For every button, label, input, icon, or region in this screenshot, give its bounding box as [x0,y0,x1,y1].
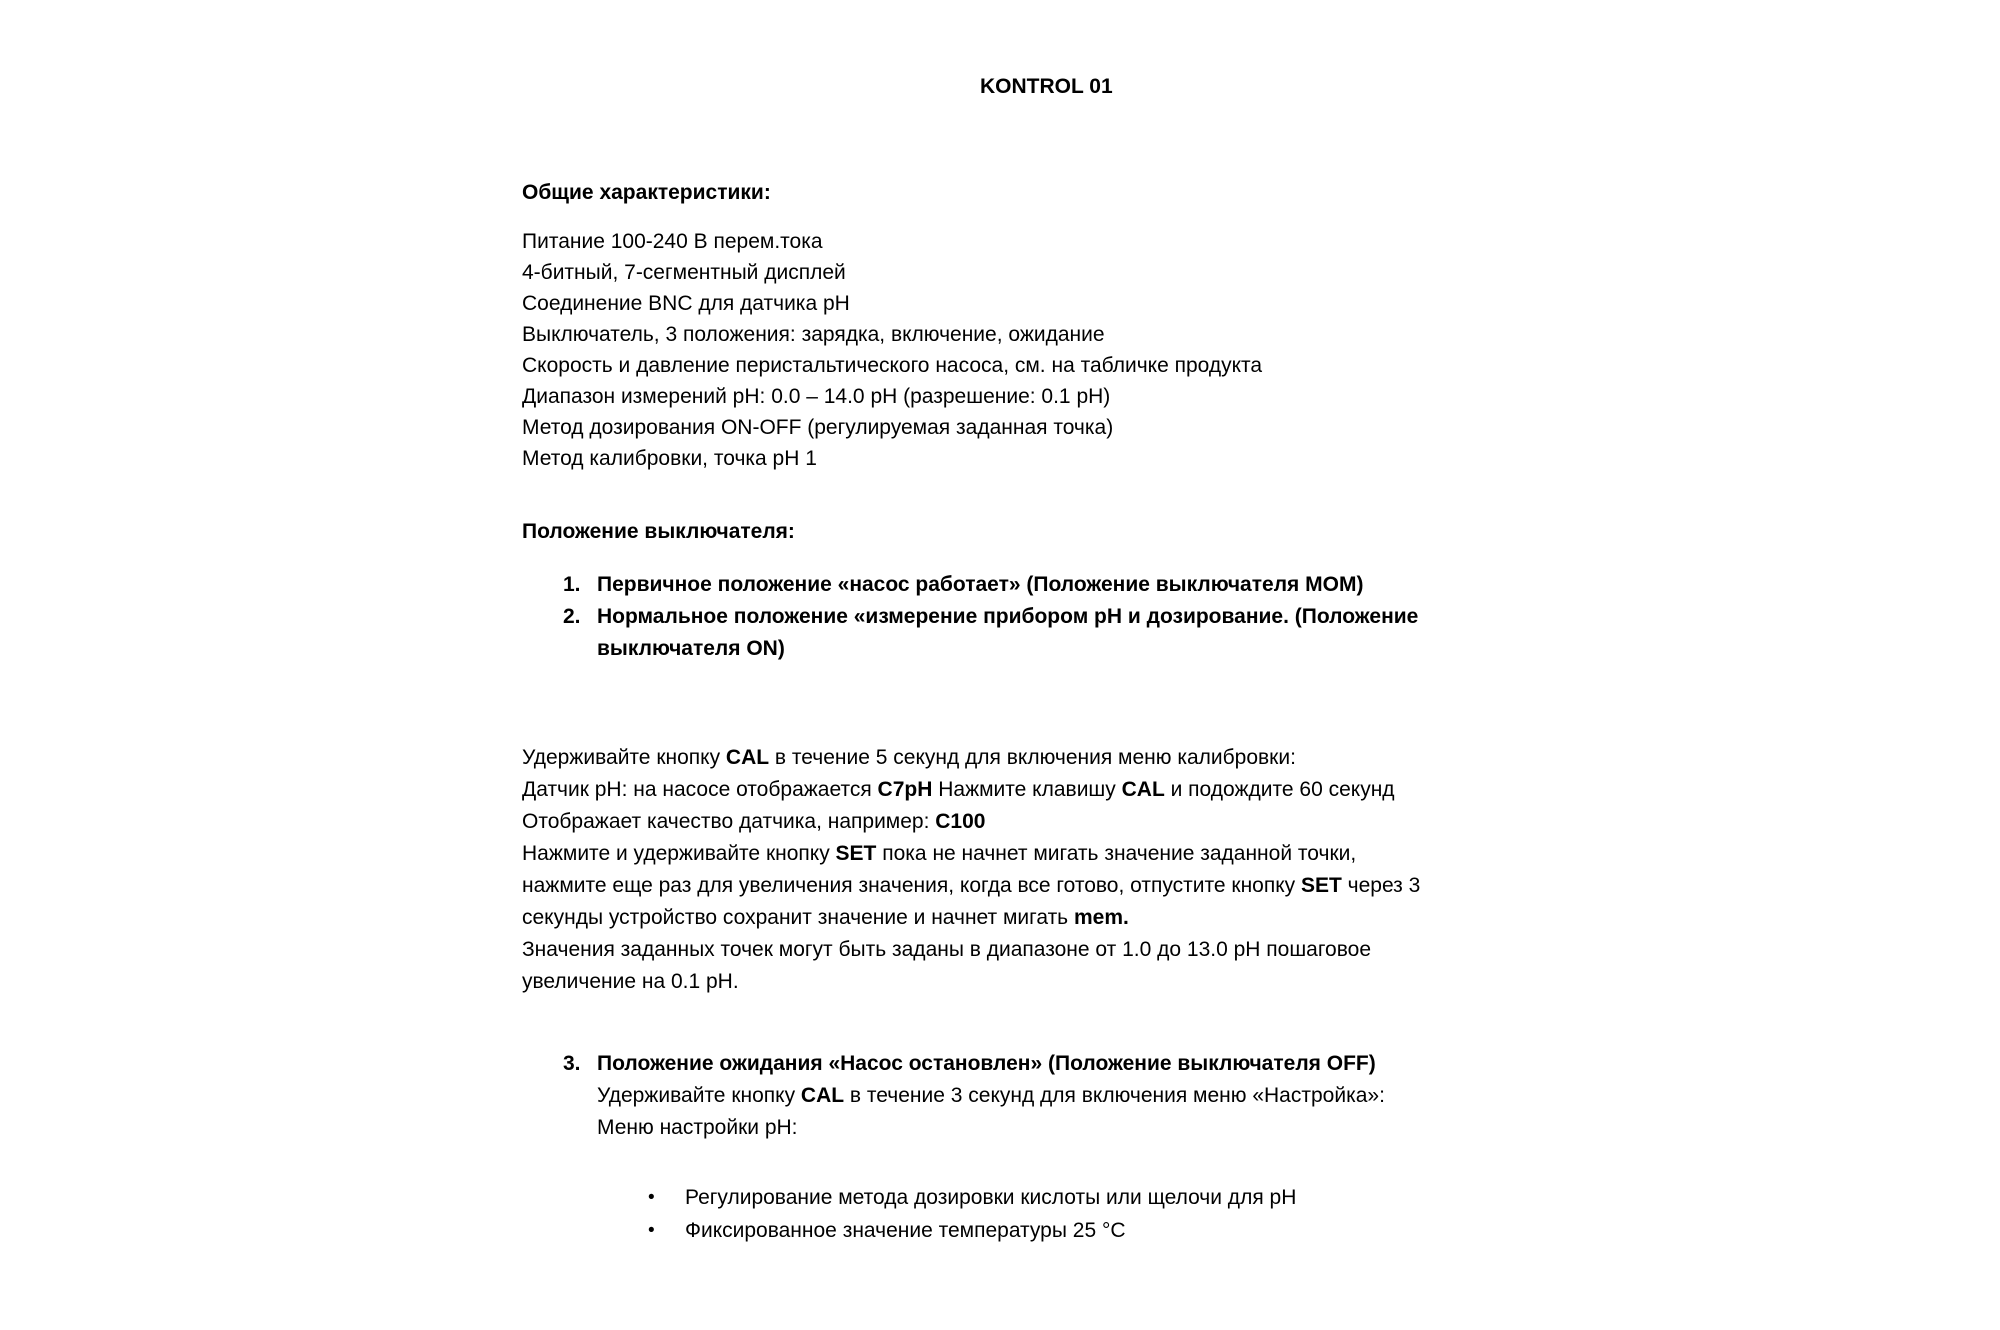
general-specs [522,226,1262,474]
item-text [597,569,1363,601]
spec-line: Метод калибровки, точка pH 1 [522,447,817,470]
calibration-paragraph [522,742,1420,998]
general-heading: Общие характеристики: [522,181,771,204]
paragraph-line: нажмите еще раз для увеличения значения, когда все готово, отпустите кнопку SET через 3 [522,874,1421,897]
bullet-marker: • [648,1187,655,1208]
item-text [597,601,1418,665]
list-item-3 [563,1048,1385,1144]
spec-line: Выключатель, 3 положения: зарядка, включение, ожидание [522,323,1105,346]
paragraph-line: Удерживайте кнопку CAL в течение 5 секунд для включения меню калибровки: [522,746,1296,769]
item-line: выключателя ON) [597,637,785,660]
paragraph-line: Нажмите и удерживайте кнопку SET пока не начнет мигать значение заданной точки, [522,842,1357,865]
paragraph-line: секунды устройство сохранит значение и начнет мигать mem. [522,906,1129,929]
page-title: KONTROL 01 [980,75,1113,98]
item-line: Нормальное положение «измерение прибором pH и дозирование. (Положение [597,605,1419,628]
switch-position-heading: Положение выключателя: [522,520,795,543]
item-line: Меню настройки pH: [597,1116,798,1139]
spec-line: Питание 100-240 В перем.тока [522,230,823,253]
bullet-item [648,1214,1296,1247]
spec-line: Диапазон измерений pH: 0.0 – 14.0 pH (разрешение: 0.1 pH) [522,385,1111,408]
setup-bullet-list [648,1181,1296,1247]
list-item-2 [563,601,1418,665]
spec-line: Скорость и давление перистальтического насоса, см. на табличке продукта [522,354,1263,377]
item-line: Удерживайте кнопку CAL в течение 3 секунд для включения меню «Настройка»: [597,1084,1385,1107]
bullet-text: Фиксированное значение температуры 25 °C [685,1219,1126,1242]
bullet-marker: • [648,1220,655,1241]
spec-line: 4-битный, 7-сегментный дисплей [522,261,846,284]
item-text [597,1048,1385,1144]
paragraph-line: Отображает качество датчика, например: C100 [522,810,986,833]
standby-list-item [563,1048,1385,1144]
paragraph-line: Датчик pH: на насосе отображается C7pH Нажмите клавишу CAL и подождите 60 секунд [522,778,1395,801]
item-number: 1. [563,573,581,596]
list-item-1 [563,569,1418,601]
paragraph-line: увеличение на 0.1 pH. [522,970,739,993]
switch-position-list [563,569,1418,665]
item-number: 3. [563,1052,581,1075]
spec-line: Метод дозирования ON-OFF (регулируемая заданная точка) [522,416,1114,439]
item-number: 2. [563,605,581,628]
bullet-item [648,1181,1296,1214]
bullet-text: Регулирование метода дозировки кислоты или щелочи для pH [685,1186,1297,1209]
item-title-line: Положение ожидания «Насос остановлен» (Положение выключателя OFF) [597,1052,1376,1075]
spec-line: Соединение BNC для датчика pH [522,292,850,315]
paragraph-line: Значения заданных точек могут быть заданы в диапазоне от 1.0 до 13.0 pH пошаговое [522,938,1372,961]
item-line: Первичное положение «насос работает» (Положение выключателя MOM) [597,573,1364,596]
